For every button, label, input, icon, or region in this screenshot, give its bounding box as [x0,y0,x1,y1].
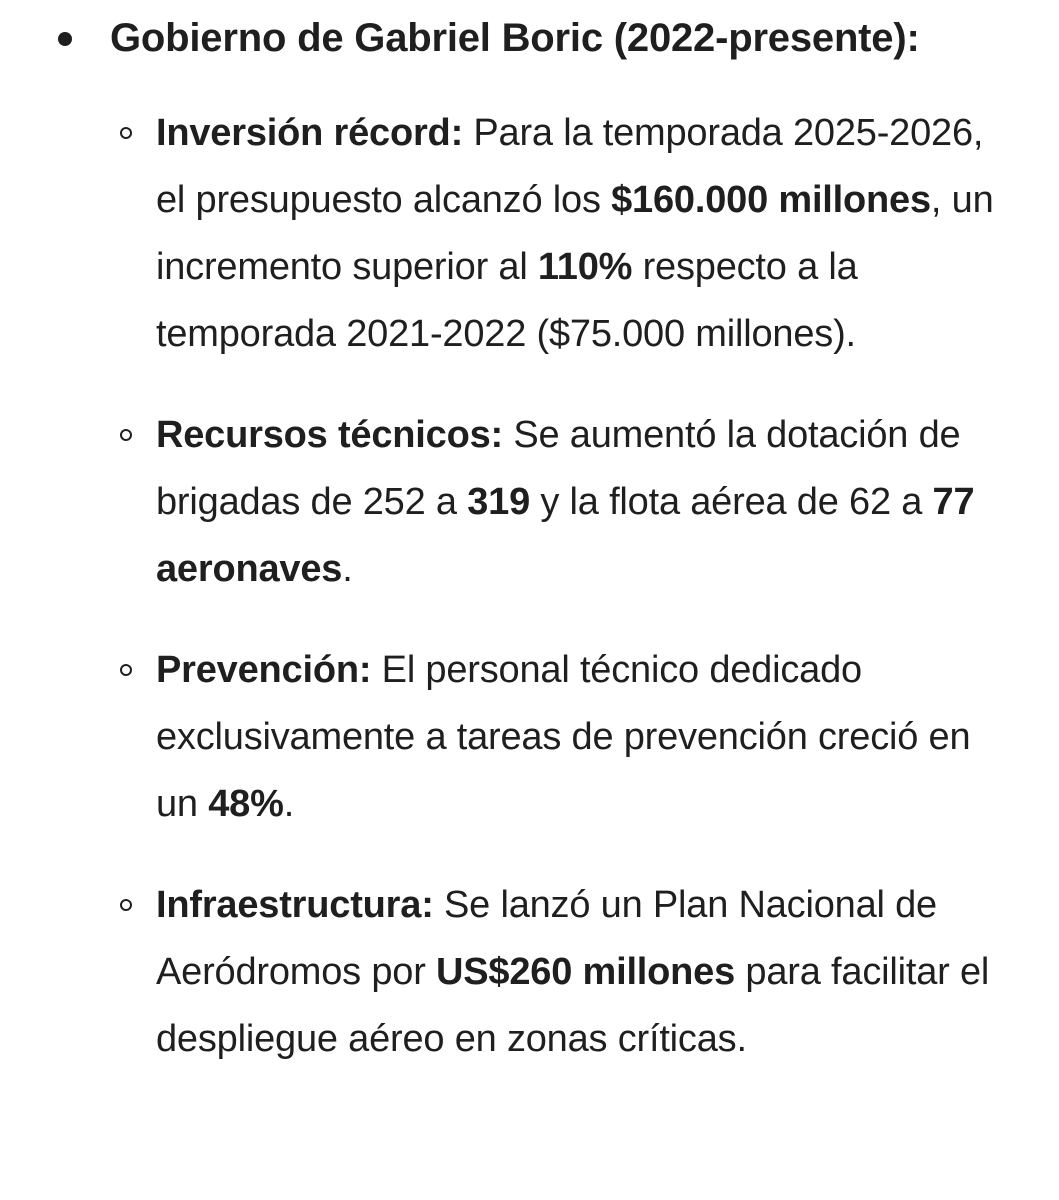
item-text-part: para facilitar el despliegue aéreo en zonas críticas. [156,951,990,1060]
list-item-text [156,872,1020,1073]
nested-list [120,100,1020,1107]
item-label: Infraestructura: [156,884,434,926]
list-item-infraestructura [120,872,1020,1073]
item-label: Prevención: [156,649,372,691]
item-label: Recursos técnicos: [156,414,503,456]
item-text-part: respecto a la temporada 2021-2022 ($75.000 millones). [156,246,858,355]
top-level-list-item [58,8,920,68]
bullet-circle-icon [120,664,132,676]
bullet-circle-icon [120,899,132,911]
bullet-disc-icon [58,32,72,46]
item-text-part: El personal técnico dedicado exclusivamente a tareas de prevención creció en un [156,649,971,825]
item-text-part: Se aumentó la dotación de brigadas de 252 a [156,414,961,523]
list-item-text [156,100,1020,368]
item-text-part: Se lanzó un Plan Nacional de Aeródromos por [156,884,937,993]
list-item-inversion [120,100,1020,368]
list-item-text [156,637,1020,838]
item-highlight: US$260 millones [436,951,736,993]
item-text-part: Para la temporada 2025-2026, el presupuesto alcanzó los [156,112,984,221]
item-text-part: . [283,783,295,825]
bullet-circle-icon [120,429,132,441]
list-item-text [156,402,1020,603]
item-highlight: 110% [537,246,633,288]
item-text-part: . [342,548,353,590]
item-highlight: 48% [208,783,284,825]
item-text-part: y la flota aérea de 62 a [530,481,933,523]
item-highlight: 319 [467,481,531,523]
item-text-part: , un incremento superior al [156,179,994,288]
list-item-prevencion [120,637,1020,838]
item-highlight: 77 aeronaves [156,481,975,590]
list-item-recursos [120,402,1020,603]
bullet-circle-icon [120,127,132,139]
item-highlight: $160.000 millones [611,179,931,221]
item-label: Inversión récord: [156,112,464,154]
section-heading: Gobierno de Gabriel Boric (2022-presente): [110,16,920,60]
